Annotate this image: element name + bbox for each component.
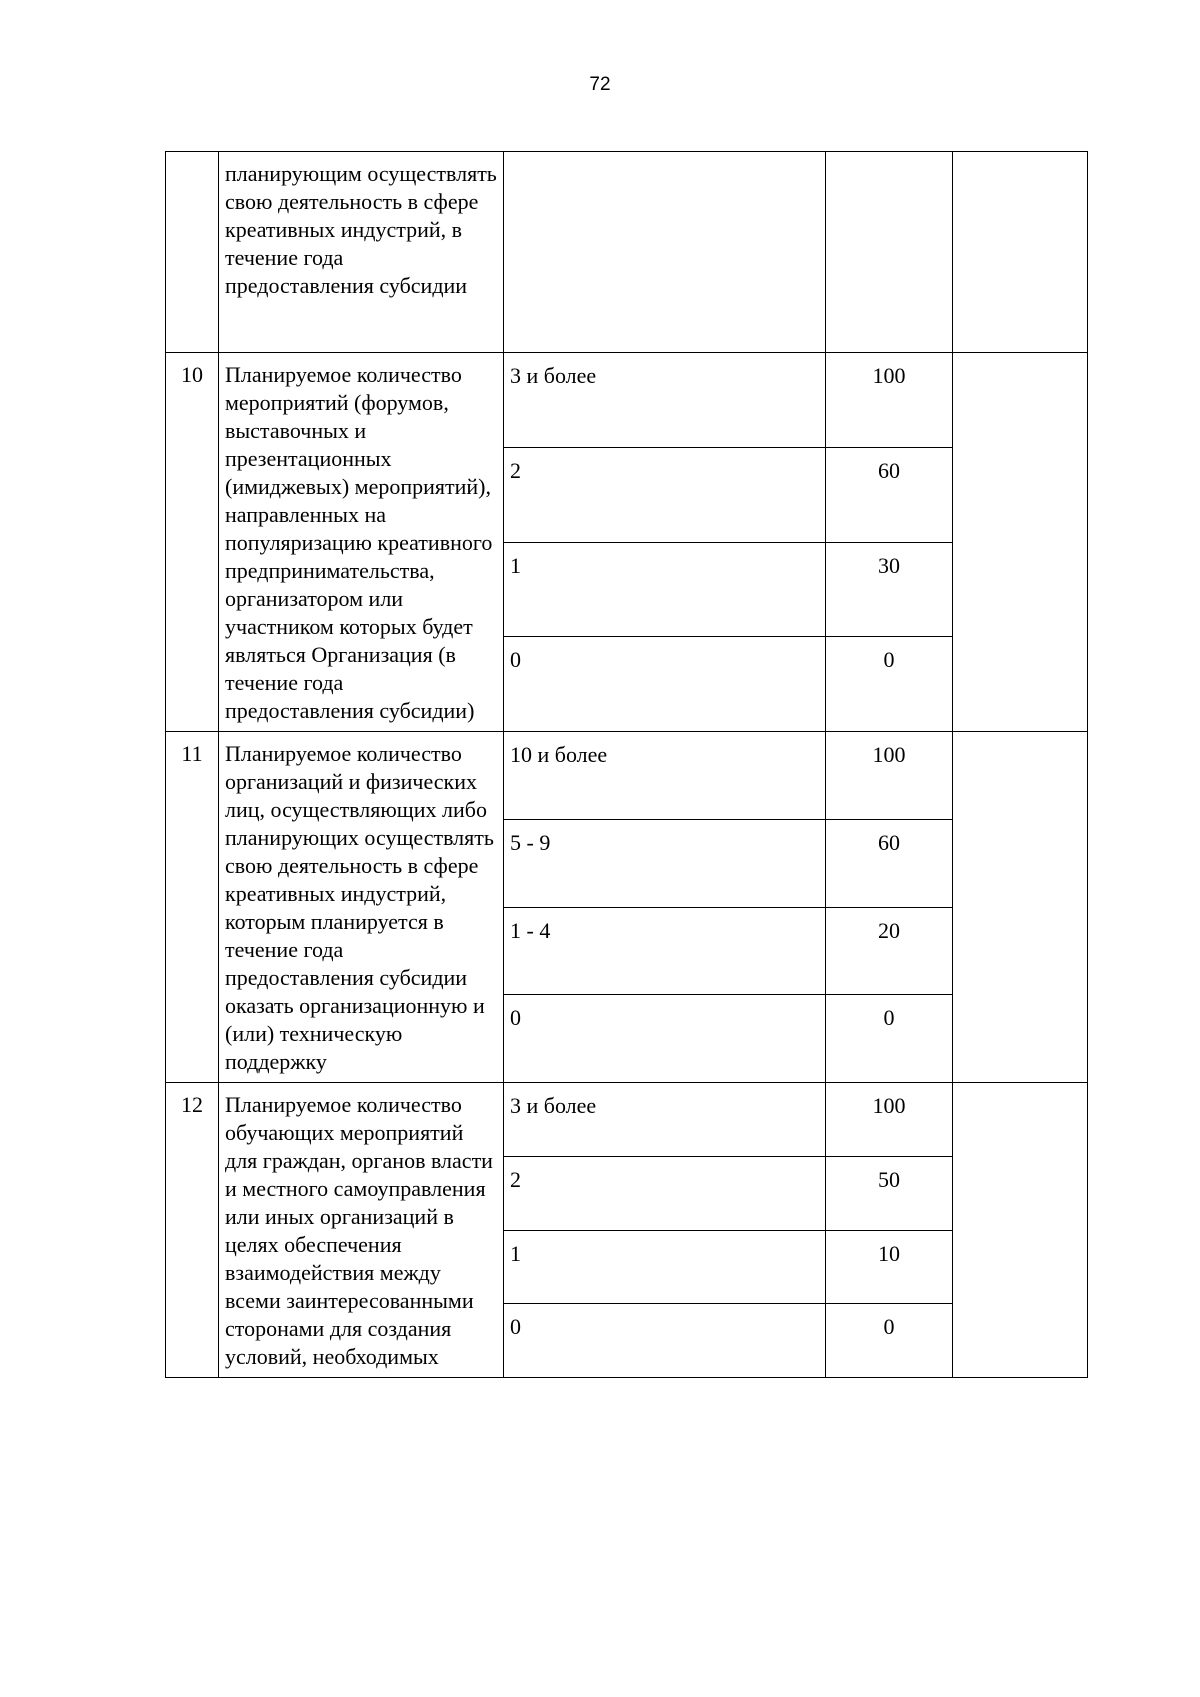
value-cell: [504, 819, 826, 907]
value-cell: [504, 542, 826, 637]
option-points: 100: [872, 363, 906, 388]
option-value: 1: [510, 1240, 521, 1266]
description-cell: [219, 152, 504, 353]
value-cell: [504, 447, 826, 542]
value-cell: [504, 637, 826, 732]
value-cell: [504, 152, 826, 353]
value-cell: [504, 1230, 826, 1304]
criterion-number: 10: [166, 353, 219, 732]
option-points: 20: [878, 917, 900, 943]
option-value: 3 и более: [510, 363, 597, 388]
option-points: 0: [883, 1005, 895, 1031]
criterion-description: планирующим осуществлять свою деятельность в сфере креативных индустрий, в течение года предоставления субсидии: [225, 161, 497, 298]
extra-cell: [953, 732, 1088, 1083]
value-cell: [504, 907, 826, 995]
option-value: 2: [510, 1166, 521, 1192]
criteria-table: [165, 151, 1088, 1378]
extra-cell: [953, 1083, 1088, 1378]
table-row: [166, 732, 1088, 820]
extra-cell: [953, 353, 1088, 732]
option-value: 0: [510, 1005, 521, 1031]
table-row-continuation: [166, 152, 1088, 353]
option-points: 60: [878, 829, 900, 855]
option-points: 30: [878, 552, 900, 578]
value-cell: [504, 995, 826, 1083]
description-cell: [219, 732, 504, 1083]
option-value: 1: [510, 552, 521, 578]
option-value: 0: [510, 1314, 521, 1340]
value-cell: [504, 1304, 826, 1378]
extra-cell: [953, 152, 1088, 353]
value-cell: [504, 1083, 826, 1157]
value-cell: [504, 353, 826, 448]
option-points: 10: [878, 1240, 900, 1266]
option-points: 60: [878, 457, 900, 483]
criterion-description: Планируемое количество мероприятий (форумов, выставочных и презентационных (имиджевых) мероприятий), направленных на популяризацию креативного предпринимательства, организатором или участником которых будет являться Организация (в течение года предоставления субсидии): [225, 362, 493, 723]
criterion-description: Планируемое количество обучающих мероприятий для граждан, органов власти и местного самоуправления или иных организаций в целях обеспечения взаимодействия между всеми заинтересованными сторонами для создания условий, необходимых: [225, 1092, 493, 1369]
points-cell: [826, 353, 953, 448]
points-cell: [826, 819, 953, 907]
option-value: 5 - 9: [510, 829, 551, 855]
num-cell: [166, 152, 219, 353]
points-cell: [826, 542, 953, 637]
table-row: [166, 1083, 1088, 1157]
points-cell: [826, 995, 953, 1083]
points-cell: [826, 907, 953, 995]
criterion-number: 12: [166, 1083, 219, 1378]
description-cell: [219, 1083, 504, 1378]
points-cell: [826, 447, 953, 542]
option-points: 100: [872, 742, 906, 767]
option-points: 0: [883, 1314, 895, 1340]
table-row: [166, 353, 1088, 448]
option-value: 10 и более: [510, 742, 608, 767]
option-points: 50: [878, 1166, 900, 1192]
value-cell: [504, 732, 826, 820]
option-value: 3 и более: [510, 1093, 597, 1118]
option-points: 0: [883, 647, 895, 673]
points-cell: [826, 1304, 953, 1378]
points-cell: [826, 1230, 953, 1304]
option-value: 0: [510, 647, 521, 673]
value-cell: [504, 1156, 826, 1230]
description-cell: [219, 353, 504, 732]
option-value: 2: [510, 457, 521, 483]
criterion-number: 11: [166, 732, 219, 1083]
points-cell: [826, 637, 953, 732]
points-cell: [826, 152, 953, 353]
option-points: 100: [872, 1093, 906, 1118]
page-number: 72: [589, 74, 611, 95]
points-cell: [826, 1156, 953, 1230]
points-cell: [826, 732, 953, 820]
points-cell: [826, 1083, 953, 1157]
criterion-description: Планируемое количество организаций и физических лиц, осуществляющих либо планирующих осуществлять свою деятельность в сфере креативных индустрий, которым планируется в течение года предоставления субсидии оказать организационную и (или) техническую поддержку: [225, 741, 494, 1074]
option-value: 1 - 4: [510, 917, 551, 943]
